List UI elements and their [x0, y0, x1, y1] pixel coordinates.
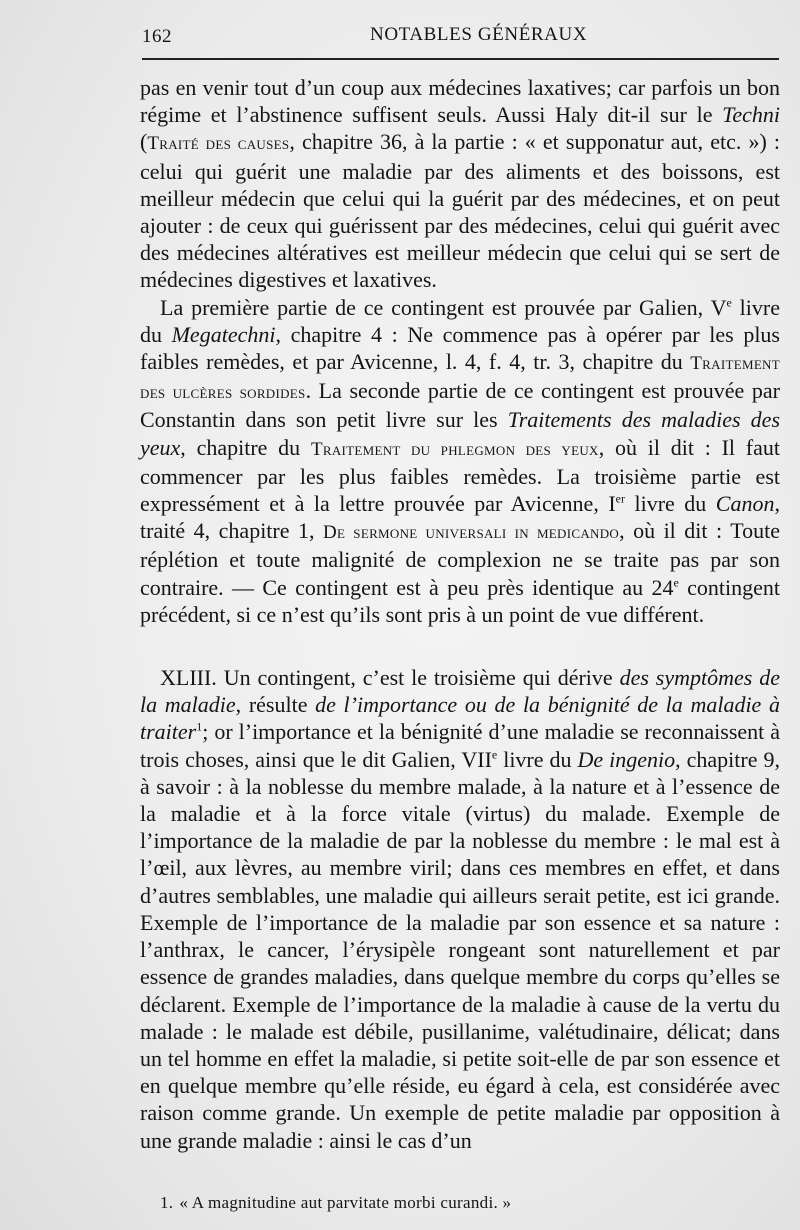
- text-run: La première partie de ce contingent est prouvée par Galien, V: [160, 294, 727, 320]
- italic-title-megatechni: Megatechni: [171, 321, 276, 347]
- smallcaps-de-sermone: De sermone universali in medicando: [323, 522, 620, 544]
- italic-title-traitements: Traitements des maladies des yeux: [140, 407, 781, 460]
- smallcaps-traitement-ulceres: Traitement des ulcères sordides: [140, 353, 780, 404]
- text-run: , chapitre 9, à savoir : à la noblesse du membre malade, à la nature et à l’essence de la maladie et à la force vitale (virtus) du malade. Exemple de l’importance de la maladie de par la noblesse du membre : le mal est à l’œil, aux lèvres, au membre viril; dans ces membres en effet, et dans d’autres semblables, une maladie qui ailleurs serait petite, est ici grande. Exemple de l’importance de la maladie par son essence et sa nature : l’anthrax, le cancer, l’érysipèle rongeant sont naturellement et par essence de grandes maladies, dans quelque membre du corps qu’elles se déclarent. Exemple de l’importance de la maladie à cause de la vertu du malade : le malade est débile, pusillanime, valétudinaire, délicat; dans un tel homme en effet la maladie, si petite soit-elle de par son essence et en quelque membre qu’elle réside, eu égard à cela, est considérée avec raison comme grande. Un exemple de petite maladie par opposition à une grande maladie : ainsi le cas d’un: [140, 746, 780, 1153]
- italic-title-techni: Techni: [722, 102, 780, 128]
- text-run: (: [140, 129, 148, 155]
- text-run: livre du: [624, 491, 716, 517]
- text-run: , résulte: [235, 692, 316, 718]
- page-number: 162: [142, 26, 172, 47]
- text-run: pas en venir tout d’un coup aux médecines laxatives; car parfois un bon régime et l’abstinence suffisent seuls. Aussi Haly dit-il sur le: [140, 75, 780, 128]
- italic-phrase: de l’importance ou de la bénignité de la maladie à traiter: [140, 692, 780, 745]
- text-run: livre du: [140, 294, 780, 347]
- text-run: . La seconde partie de ce contingent est prouvée par Constantin dans son petit livre sur les: [140, 378, 780, 433]
- superscript: e: [491, 747, 498, 762]
- section-gap: [140, 628, 780, 664]
- paragraph-xliii: [140, 664, 780, 1154]
- footnote-reference[interactable]: 1: [196, 720, 203, 735]
- text-run: , où il dit : Il faut commencer par les plus faibles remèdes. La troisième partie est expressément et à la lettre prouvée par Avicenne, I: [140, 434, 781, 517]
- text-run: , chapitre 36, à la partie : « et supponatur aut, etc. ») : celui qui guérit une maladie par des aliments et des boissons, est meilleur médecin que celui qui la guérit par des médecines, et on peut ajouter : de ceux qui guérissent par des médecines, celui qui guérit avec des médecines altératives est meilleur médecin que celui qui se sert de médecines digestives et laxatives.: [140, 129, 780, 293]
- text-run: , chapitre du: [180, 434, 311, 460]
- text-run: livre du: [497, 746, 578, 772]
- smallcaps-traitement-phlegmon: Traitement du phlegmon des yeux: [310, 438, 599, 460]
- page-header: [142, 18, 762, 52]
- footnote-text: « A magnitudine aut parvitate morbi curandi. »: [179, 1193, 512, 1212]
- footnote-number: 1.: [160, 1193, 174, 1212]
- italic-title-de-ingenio: De ingenio: [577, 746, 676, 772]
- text-run: , chapitre 4 : Ne commence pas à opérer par les plus faibles remèdes, et par Avicenne, l. 4, f. 4, tr. 3, chapitre du: [140, 321, 780, 375]
- italic-title-canon: Canon: [715, 491, 775, 517]
- superscript: e: [673, 575, 679, 590]
- text-run: contingent précédent, si ce n’est qu’ils sont pris à un point de vue différent.: [140, 574, 780, 627]
- text-run: XLIII. Un contingent, c’est le troisième qui dérive: [160, 665, 620, 691]
- header-rule: [142, 58, 779, 60]
- superscript: er: [615, 491, 625, 506]
- text-run: ; or l’importance et la bénignité d’une maladie se reconnaissent à trois choses, ainsi que le dit Galien, VII: [140, 719, 780, 772]
- running-title: NOTABLES GÉNÉRAUX: [370, 24, 588, 45]
- main-text: [140, 74, 780, 1154]
- superscript: e: [726, 295, 732, 310]
- smallcaps-traite-des-causes: Traité des causes: [147, 133, 290, 155]
- italic-phrase: des symptômes de la maladie: [140, 665, 780, 718]
- footnote: [160, 1193, 760, 1213]
- paragraph-continuation: [140, 74, 780, 294]
- paragraph-premiere-partie: [140, 294, 780, 628]
- text-run: , traité 4, chapitre 1,: [140, 491, 780, 544]
- text-run: , où il dit : Toute réplétion et toute malignité de complexion ne se traite pas par son contraire. — Ce contingent est à peu près identique au 24: [140, 518, 780, 600]
